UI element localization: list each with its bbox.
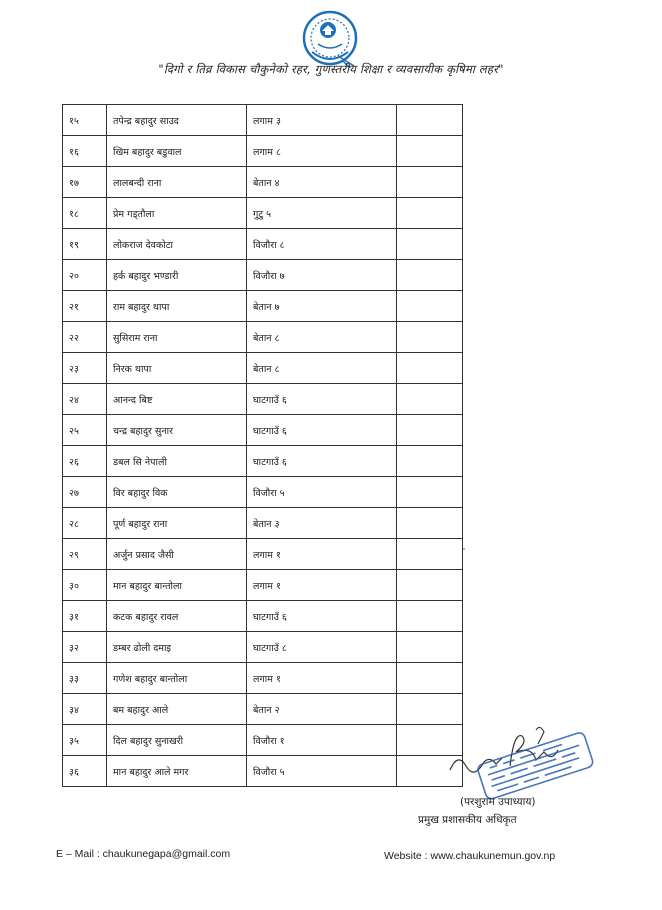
serial-cell: ३६	[63, 756, 107, 787]
table-row	[63, 322, 463, 353]
footer-website: Website : www.chaukunemun.gov.np	[384, 850, 556, 862]
serial-cell: २०	[63, 260, 107, 291]
remarks-cell	[397, 694, 463, 725]
table-row	[63, 570, 463, 601]
name-cell: कटक बहादुर रावल	[107, 601, 247, 632]
address-cell: विजौरा ७	[247, 260, 397, 291]
serial-cell: ३२	[63, 632, 107, 663]
name-cell: विर बहादुर विक	[107, 477, 247, 508]
address-cell: घाटगाउँ ६	[247, 446, 397, 477]
table-row	[63, 477, 463, 508]
serial-cell: १९	[63, 229, 107, 260]
table-row	[63, 694, 463, 725]
table-row	[63, 756, 463, 787]
address-cell: विजौरा ५	[247, 756, 397, 787]
remarks-cell	[397, 105, 463, 136]
address-cell: बेतान २	[247, 694, 397, 725]
table-row	[63, 446, 463, 477]
remarks-cell	[397, 415, 463, 446]
address-cell: बेतान ८	[247, 353, 397, 384]
serial-cell: १७	[63, 167, 107, 198]
name-cell: पूर्ण बहादुर राना	[107, 508, 247, 539]
name-cell: हर्क बहादुर भण्डारी	[107, 260, 247, 291]
name-cell: लालबन्दी राना	[107, 167, 247, 198]
serial-cell: ३१	[63, 601, 107, 632]
serial-cell: २४	[63, 384, 107, 415]
address-cell: बेतान ८	[247, 322, 397, 353]
beneficiary-table	[62, 104, 463, 787]
scan-speck	[463, 548, 465, 550]
address-cell: लगाम १	[247, 570, 397, 601]
remarks-cell	[397, 291, 463, 322]
remarks-cell	[397, 229, 463, 260]
table-row	[63, 539, 463, 570]
remarks-cell	[397, 539, 463, 570]
remarks-cell	[397, 322, 463, 353]
name-cell: डबल सि नेपाली	[107, 446, 247, 477]
serial-cell: ३४	[63, 694, 107, 725]
table-row	[63, 229, 463, 260]
remarks-cell	[397, 477, 463, 508]
table-row	[63, 291, 463, 322]
serial-cell: १६	[63, 136, 107, 167]
remarks-cell	[397, 508, 463, 539]
name-cell: राम बहादुर थापा	[107, 291, 247, 322]
address-cell: गुटु ५	[247, 198, 397, 229]
address-cell: बेतान ७	[247, 291, 397, 322]
serial-cell: २३	[63, 353, 107, 384]
address-cell: लगाम ३	[247, 105, 397, 136]
name-cell: अर्जुन प्रसाद जैसी	[107, 539, 247, 570]
name-cell: सुसिराम राना	[107, 322, 247, 353]
address-cell: विजौरा ८	[247, 229, 397, 260]
motto-slogan: "दिगो र तिव्र विकास चौकुनेको रहर, गुणस्तरीय शिक्षा र व्यवसायीक कृषिमा लहर"	[158, 62, 504, 76]
serial-cell: २६	[63, 446, 107, 477]
name-cell: आनन्द बिष्ट	[107, 384, 247, 415]
address-cell: लगाम १	[247, 539, 397, 570]
name-cell: खिम बहादुर बडुवाल	[107, 136, 247, 167]
serial-cell: २५	[63, 415, 107, 446]
remarks-cell	[397, 384, 463, 415]
name-cell: मान बहादुर बान्तोला	[107, 570, 247, 601]
address-cell: घाटगाउँ ६	[247, 415, 397, 446]
address-cell: विजौरा ५	[247, 477, 397, 508]
signer-name: (परशुराम उपाध्याय)	[460, 796, 536, 808]
remarks-cell	[397, 136, 463, 167]
serial-cell: २७	[63, 477, 107, 508]
table-row	[63, 198, 463, 229]
table-row	[63, 136, 463, 167]
serial-cell: २१	[63, 291, 107, 322]
address-cell: विजौरा १	[247, 725, 397, 756]
serial-cell: २२	[63, 322, 107, 353]
serial-cell: २९	[63, 539, 107, 570]
table-row	[63, 725, 463, 756]
serial-cell: १८	[63, 198, 107, 229]
address-cell: घाटगाउँ ६	[247, 601, 397, 632]
remarks-cell	[397, 198, 463, 229]
address-cell: लगाम १	[247, 663, 397, 694]
remarks-cell	[397, 167, 463, 198]
table-row	[63, 601, 463, 632]
address-cell: लगाम ८	[247, 136, 397, 167]
address-cell: घाटगाउँ ८	[247, 632, 397, 663]
name-cell: बम बहादुर आले	[107, 694, 247, 725]
name-cell: तपेन्द्र बहादुर साउद	[107, 105, 247, 136]
remarks-cell	[397, 632, 463, 663]
serial-cell: २८	[63, 508, 107, 539]
remarks-cell	[397, 663, 463, 694]
serial-cell: ३०	[63, 570, 107, 601]
name-cell: डम्बर ढोली दमाइ	[107, 632, 247, 663]
name-cell: चन्द्र बहादुर सुनार	[107, 415, 247, 446]
serial-cell: ३५	[63, 725, 107, 756]
address-cell: घाटगाउँ ६	[247, 384, 397, 415]
serial-cell: ३३	[63, 663, 107, 694]
name-cell: निरक थापा	[107, 353, 247, 384]
table-row	[63, 384, 463, 415]
table-row	[63, 663, 463, 694]
name-cell: प्रेम गड्तौला	[107, 198, 247, 229]
remarks-cell	[397, 601, 463, 632]
table-row	[63, 632, 463, 663]
address-cell: बेतान ३	[247, 508, 397, 539]
name-cell: दिल बहादुर सुनाखरी	[107, 725, 247, 756]
table-row	[63, 105, 463, 136]
table-row	[63, 508, 463, 539]
footer-email: E – Mail : chaukunegapa@gmail.com	[56, 848, 231, 860]
signer-title: प्रमुख प्रशासकीय अधिकृत	[418, 814, 517, 826]
remarks-cell	[397, 446, 463, 477]
address-cell: बेतान ४	[247, 167, 397, 198]
name-cell: लोकराज देवकोटा	[107, 229, 247, 260]
name-cell: मान बहादुर आले मगर	[107, 756, 247, 787]
table-row	[63, 353, 463, 384]
remarks-cell	[397, 570, 463, 601]
remarks-cell	[397, 260, 463, 291]
remarks-cell	[397, 353, 463, 384]
table-row	[63, 167, 463, 198]
table-row	[63, 260, 463, 291]
table-row	[63, 415, 463, 446]
serial-cell: १५	[63, 105, 107, 136]
name-cell: गणेश बहादुर बान्तोला	[107, 663, 247, 694]
